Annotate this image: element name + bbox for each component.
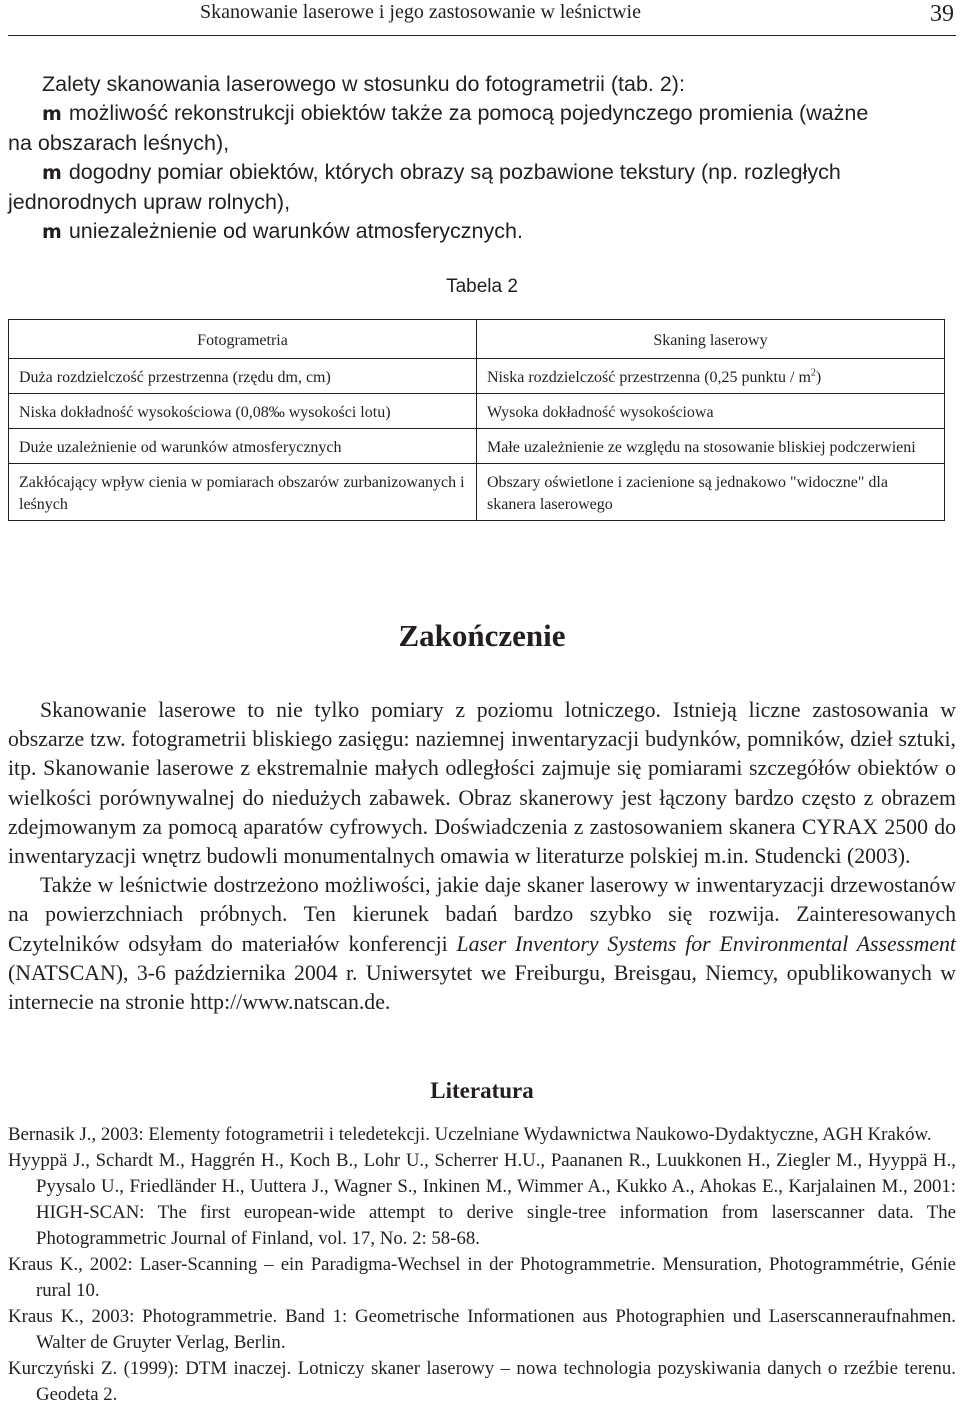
table-cell: Obszary oświetlone i zacienione są jednakowo "widoczne" dla skanera laserowego xyxy=(477,464,945,521)
table-cell: Niska dokładność wysokościowa (0,08‰ wysokości lotu) xyxy=(9,394,477,429)
paragraph xyxy=(8,871,956,1017)
bullet-item xyxy=(8,99,956,129)
table-header-cell: Fotogrametria xyxy=(9,320,477,359)
bullet-text: możliwość rekonstrukcji obiektów także za pomocą pojedynczego promienia (ważne xyxy=(68,101,869,125)
cell-text-close: ) xyxy=(815,369,822,386)
conclusion-body xyxy=(8,696,956,1017)
cell-text: Niska rozdzielczość przestrzenna (0,25 punktu / m xyxy=(487,369,811,386)
table-cell xyxy=(477,359,945,394)
bullet-continuation: jednorodnych upraw rolnych), xyxy=(8,190,291,214)
table-row xyxy=(9,464,945,521)
reference-item: Bernasik J., 2003: Elementy fotogrametrii i teledetekcji. Uczelniane Wydawnictwa Naukowo-Dydaktyczne, AGH Kraków. xyxy=(8,1124,932,1145)
conference-title: Laser Inventory Systems for Environmental Assessment xyxy=(456,931,956,956)
table-cell: Duża rozdzielczość przestrzenna (rzędu dm, cm) xyxy=(9,359,477,394)
reference-item: Kurczyński Z. (1999): DTM inaczej. Lotniczy skaner laserowy – nowa technologia pozyskiwania danych o rzeźbie terenu. Geodeta 2. xyxy=(8,1358,956,1405)
table-row xyxy=(9,429,945,464)
intro-section xyxy=(8,70,956,247)
table-cell: Zakłócający wpływ cienia w pomiarach obszarów zurbanizowanych i leśnych xyxy=(9,464,477,521)
table-cell: Wysoka dokładność wysokościowa xyxy=(477,394,945,429)
running-title: Skanowanie laserowe i jego zastosowanie w leśnictwie xyxy=(200,1,641,23)
superscript: 2 xyxy=(810,367,816,379)
table-header-row xyxy=(9,320,945,359)
running-header xyxy=(8,0,956,36)
reference-item: Hyyppä J., Schardt M., Haggrén H., Koch B., Lohr U., Scherrer H.U., Paananen R., Luukkonen H., Ziegler M., Hyyppä H., Pyysalo U., Friedländer H., Uuttera J., Wagner S., Inkinen M., Wimmer A., Kukko A., Ahokas E., Karjalainen M., 2001: HIGH-SCAN: The first european-wide attempt to derive single-tree information from laserscanner data. The Photogrammetric Journal of Finland, vol. 17, No. 2: 58-68. xyxy=(8,1150,956,1249)
bullet-text: uniezależnienie od warunków atmosferycznych. xyxy=(68,219,523,243)
table-row xyxy=(9,359,945,394)
table-caption: Tabela 2 xyxy=(446,276,518,297)
bullet-item xyxy=(8,158,956,188)
table-header-cell: Skaning laserowy xyxy=(477,320,945,359)
paragraph-text: Także w leśnictwie dostrzeżono możliwości, jakie daje skaner laserowy w inwentaryzacji drzewostanów na powierzchniach próbnych. Ten kierunek badań bardzo szybko się rozwija. Zainteresowanych Czytelników odsyłam do materiałów konferencji xyxy=(8,873,956,956)
bullet-continuation: na obszarach leśnych), xyxy=(8,131,230,155)
section-heading-literature: Literatura xyxy=(430,1078,534,1103)
table-cell: Duże uzależnienie od warunków atmosferycznych xyxy=(9,429,477,464)
page-number: 39 xyxy=(930,1,954,27)
bullet-icon: m xyxy=(42,162,62,184)
paragraph: Skanowanie laserowe to nie tylko pomiary z poziomu lotniczego. Istnieją liczne zastosowania w obszarze tzw. fotogrametrii bliskiego zasięgu: naziemnej inwentaryzacji budynków, pomników, dzieł sztuki, itp. Skanowanie laserowe z ekstremalnie małych odległości zajmuje się pomiarami szczegółów obiektów o wielkości porównywalnej do niedużych zabawek. Obraz skanerowy jest łączony bardzo często z obrazem zdejmowanym za pomocą aparatów cyfrowych. Doświadczenia z zastosowaniem skanera CYRAX 2500 do inwentaryzacji wnętrz budowli monumentalnych omawia w literaturze polskiej m.in. Studencki (2003). xyxy=(8,698,956,869)
reference-item: Kraus K., 2003: Photogrammetrie. Band 1: Geometrische Informationen aus Photographien und Laserscanneraufnahmen. Walter de Gruyter Verlag, Berlin. xyxy=(8,1306,956,1353)
comparison-table xyxy=(8,319,945,521)
reference-item: Kraus K., 2002: Laser-Scanning – ein Paradigma-Wechsel in der Photogrammetrie. Mensuration, Photogrammétrie, Génie rural 10. xyxy=(8,1254,956,1301)
intro-lead: Zalety skanowania laserowego w stosunku do fotogrametrii (tab. 2): xyxy=(42,72,685,96)
bullet-icon: m xyxy=(42,221,62,243)
bullet-text: dogodny pomiar obiektów, których obrazy są pozbawione tekstury (np. rozległych xyxy=(68,160,841,184)
paragraph-text: (NATSCAN), 3-6 października 2004 r. Uniwersytet we Freiburgu, Breisgau, Niemcy, opublikowanych w internecie na stronie http://www.natscan.de. xyxy=(8,960,956,1015)
bullet-icon: m xyxy=(42,103,62,125)
table-row xyxy=(9,394,945,429)
table-cell: Małe uzależnienie ze względu na stosowanie bliskiej podczerwieni xyxy=(477,429,945,464)
section-heading-conclusion: Zakończenie xyxy=(398,618,566,653)
reference-list xyxy=(8,1122,956,1408)
bullet-item xyxy=(8,217,956,247)
